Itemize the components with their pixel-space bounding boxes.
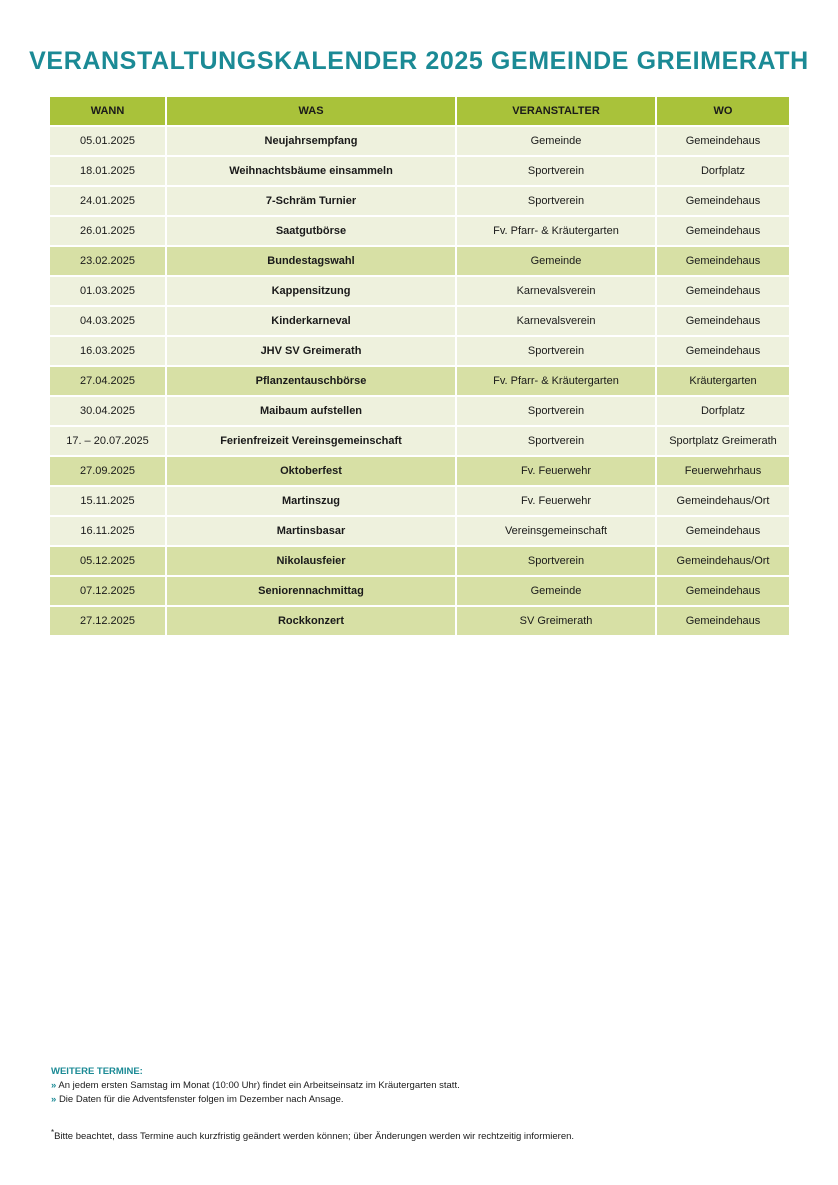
- double-chevron-icon: »: [51, 1080, 57, 1091]
- table-row: [50, 305, 789, 335]
- cell-location: Gemeindehaus: [657, 245, 789, 275]
- cell-event: Martinsbasar: [167, 515, 457, 545]
- cell-event: Saatgutbörse: [167, 215, 457, 245]
- cell-event: 7-Schräm Turnier: [167, 185, 457, 215]
- table-row: [50, 425, 789, 455]
- cell-event: Neujahrsempfang: [167, 125, 457, 155]
- cell-location: Gemeindehaus: [657, 305, 789, 335]
- column-header-wann: WANN: [50, 97, 167, 125]
- cell-location: Gemeindehaus/Ort: [657, 545, 789, 575]
- double-chevron-icon: »: [51, 1094, 57, 1105]
- table-row: [50, 215, 789, 245]
- cell-organizer: Gemeinde: [457, 245, 657, 275]
- cell-date: 16.03.2025: [50, 335, 167, 365]
- cell-organizer: Vereinsgemeinschaft: [457, 515, 657, 545]
- footnote-text: Bitte beachtet, dass Termine auch kurzfristig geändert werden können; über Änderungen werden wir rechtzeitig informieren.: [54, 1131, 575, 1143]
- footer-bullet-text: An jedem ersten Samstag im Monat (10:00 Uhr) findet ein Arbeitseinsatz im Kräutergarten statt.: [58, 1080, 460, 1091]
- cell-date: 04.03.2025: [50, 305, 167, 335]
- table-header-row: [50, 97, 789, 125]
- cell-organizer: Sportverein: [457, 395, 657, 425]
- cell-location: Feuerwehrhaus: [657, 455, 789, 485]
- cell-date: 16.11.2025: [50, 515, 167, 545]
- cell-organizer: Sportverein: [457, 155, 657, 185]
- cell-location: Gemeindehaus: [657, 335, 789, 365]
- cell-event: Weihnachtsbäume einsammeln: [167, 155, 457, 185]
- table-row: [50, 605, 789, 635]
- cell-date: 30.04.2025: [50, 395, 167, 425]
- table-row: [50, 245, 789, 275]
- cell-date: 15.11.2025: [50, 485, 167, 515]
- cell-location: Gemeindehaus: [657, 275, 789, 305]
- table-row: [50, 125, 789, 155]
- cell-date: 27.09.2025: [50, 455, 167, 485]
- cell-event: Rockkonzert: [167, 605, 457, 635]
- cell-organizer: Sportverein: [457, 425, 657, 455]
- cell-location: Dorfplatz: [657, 395, 789, 425]
- cell-event: Pflanzentauschbörse: [167, 365, 457, 395]
- cell-date: 18.01.2025: [50, 155, 167, 185]
- cell-event: Oktoberfest: [167, 455, 457, 485]
- cell-date: 07.12.2025: [50, 575, 167, 605]
- cell-event: Nikolausfeier: [167, 545, 457, 575]
- table-body: [50, 125, 789, 635]
- cell-location: Gemeindehaus/Ort: [657, 485, 789, 515]
- cell-organizer: Fv. Pfarr- & Kräutergarten: [457, 215, 657, 245]
- cell-date: 05.12.2025: [50, 545, 167, 575]
- cell-location: Gemeindehaus: [657, 575, 789, 605]
- cell-date: 23.02.2025: [50, 245, 167, 275]
- cell-event: Seniorennachmittag: [167, 575, 457, 605]
- cell-organizer: Fv. Feuerwehr: [457, 485, 657, 515]
- further-dates-heading: WEITERE TERMINE:: [51, 1066, 143, 1077]
- cell-organizer: Gemeinde: [457, 125, 657, 155]
- event-calendar-table: [50, 97, 789, 635]
- cell-location: Gemeindehaus: [657, 515, 789, 545]
- footnote: [51, 1126, 574, 1144]
- footer-bullet: [51, 1093, 574, 1107]
- table-row: [50, 395, 789, 425]
- cell-organizer: Gemeinde: [457, 575, 657, 605]
- cell-organizer: Fv. Feuerwehr: [457, 455, 657, 485]
- cell-date: 01.03.2025: [50, 275, 167, 305]
- column-header-was: WAS: [167, 97, 457, 125]
- table-row: [50, 155, 789, 185]
- cell-event: Kinderkarneval: [167, 305, 457, 335]
- table-row: [50, 515, 789, 545]
- cell-date: 17. – 20.07.2025: [50, 425, 167, 455]
- cell-location: Gemeindehaus: [657, 185, 789, 215]
- page-title: VERANSTALTUNGSKALENDER 2025 GEMEINDE GREIMERATH: [29, 47, 809, 75]
- table-row: [50, 365, 789, 395]
- cell-organizer: Karnevalsverein: [457, 305, 657, 335]
- footer-bullet-text: Die Daten für die Adventsfenster folgen im Dezember nach Ansage.: [58, 1094, 344, 1105]
- table-row: [50, 575, 789, 605]
- cell-organizer: SV Greimerath: [457, 605, 657, 635]
- asterisk-marker: *: [51, 1128, 55, 1137]
- cell-event: Ferienfreizeit Vereinsgemeinschaft: [167, 425, 457, 455]
- cell-location: Gemeindehaus: [657, 215, 789, 245]
- table-row: [50, 545, 789, 575]
- cell-event: Bundestagswahl: [167, 245, 457, 275]
- cell-location: Kräutergarten: [657, 365, 789, 395]
- table-row: [50, 335, 789, 365]
- cell-location: Gemeindehaus: [657, 605, 789, 635]
- column-header-wo: WO: [657, 97, 789, 125]
- cell-date: 27.12.2025: [50, 605, 167, 635]
- footer-section: [51, 1065, 574, 1144]
- cell-event: Maibaum aufstellen: [167, 395, 457, 425]
- table-row: [50, 485, 789, 515]
- column-header-veranstalter: VERANSTALTER: [457, 97, 657, 125]
- cell-organizer: Karnevalsverein: [457, 275, 657, 305]
- cell-organizer: Sportverein: [457, 335, 657, 365]
- cell-date: 27.04.2025: [50, 365, 167, 395]
- cell-organizer: Sportverein: [457, 545, 657, 575]
- table-row: [50, 455, 789, 485]
- cell-date: 24.01.2025: [50, 185, 167, 215]
- cell-location: Dorfplatz: [657, 155, 789, 185]
- cell-event: Kappensitzung: [167, 275, 457, 305]
- cell-event: Martinszug: [167, 485, 457, 515]
- cell-organizer: Fv. Pfarr- & Kräutergarten: [457, 365, 657, 395]
- cell-date: 05.01.2025: [50, 125, 167, 155]
- cell-organizer: Sportverein: [457, 185, 657, 215]
- cell-event: JHV SV Greimerath: [167, 335, 457, 365]
- table-row: [50, 275, 789, 305]
- cell-location: Gemeindehaus: [657, 125, 789, 155]
- cell-location: Sportplatz Greimerath: [657, 425, 789, 455]
- table-row: [50, 185, 789, 215]
- footer-bullet: [51, 1079, 574, 1093]
- cell-date: 26.01.2025: [50, 215, 167, 245]
